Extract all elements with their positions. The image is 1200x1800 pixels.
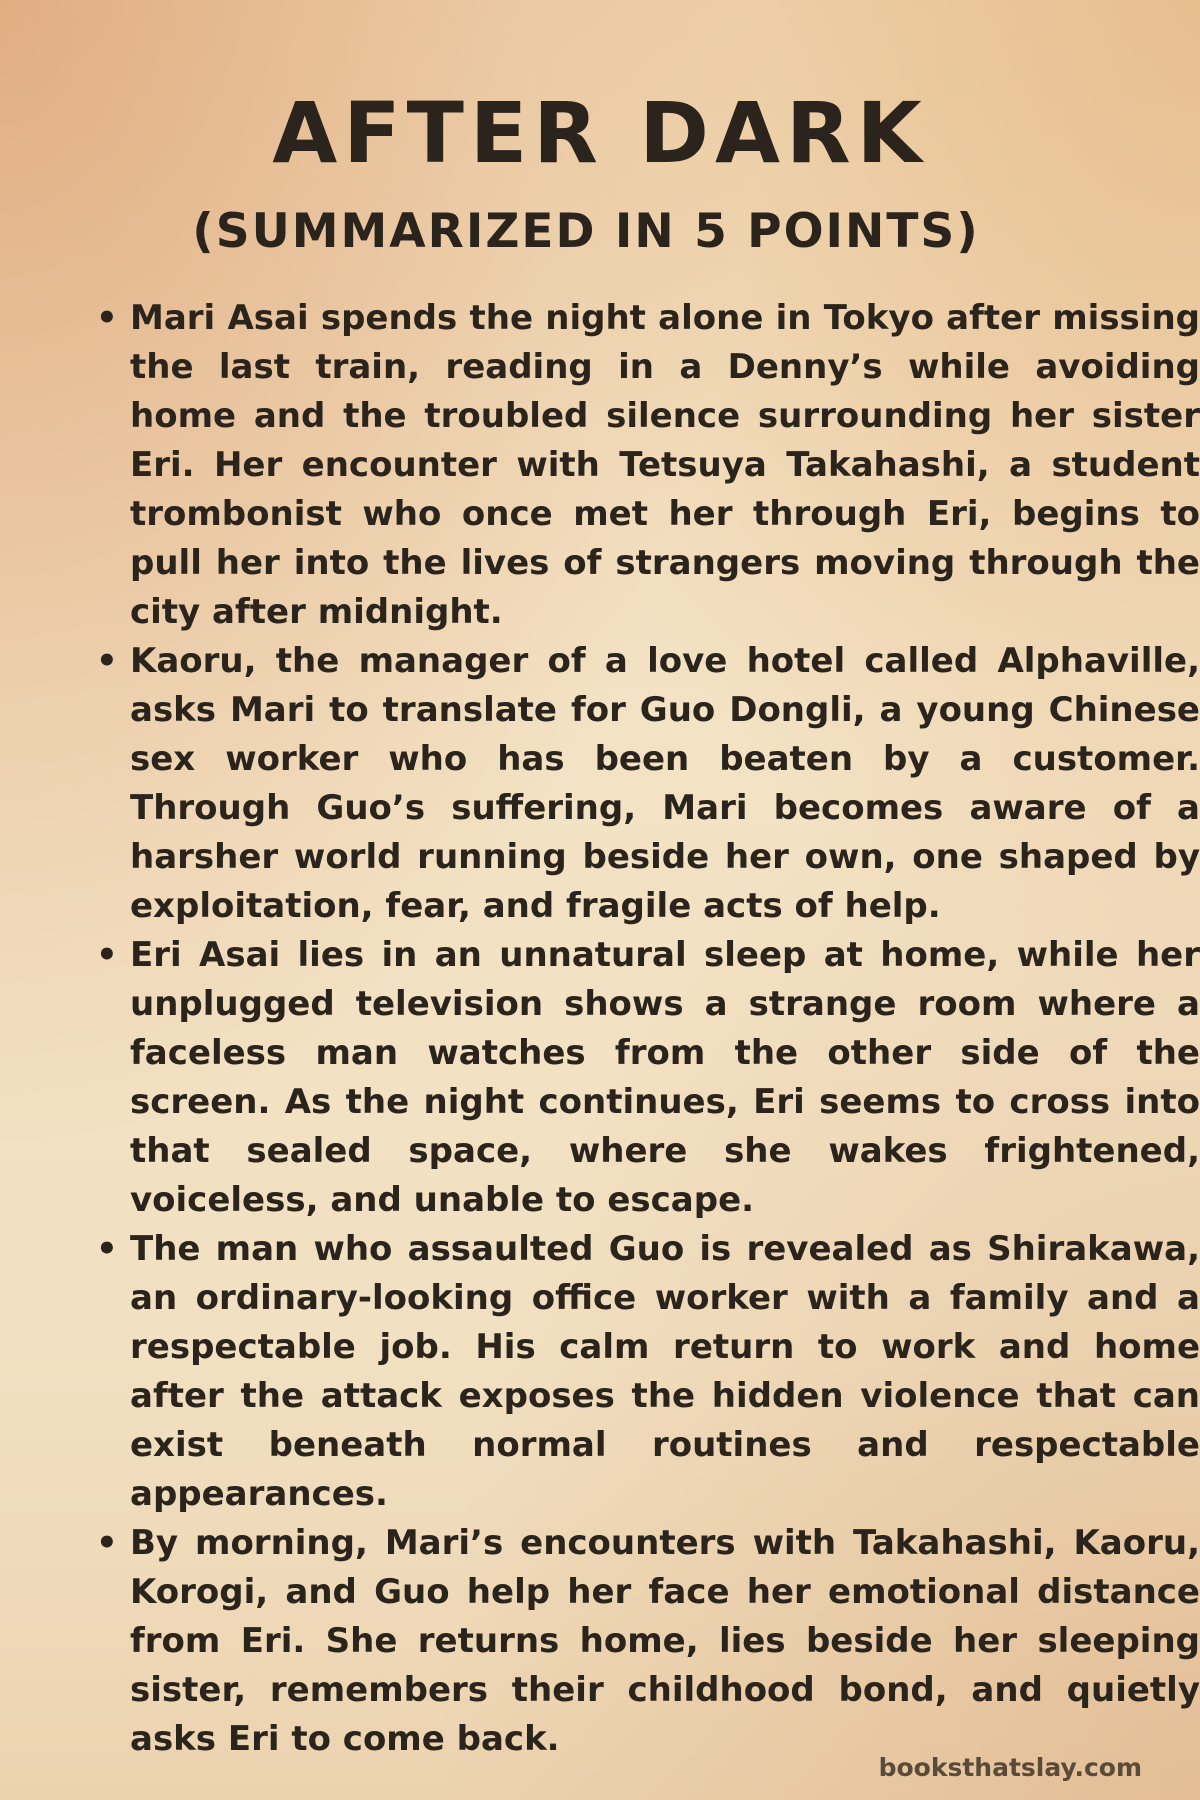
bullet-icon: • bbox=[96, 935, 118, 975]
source-watermark: booksthatslay.com bbox=[878, 1753, 1142, 1782]
bullet-icon: • bbox=[96, 1523, 118, 1563]
summary-points-list bbox=[60, 294, 1200, 1764]
summary-point-4 bbox=[96, 1225, 1200, 1519]
summary-point-text: By morning, Mari’s encounters with Takahashi, Kaoru, Korogi, and Guo help her face her emotional distance from Eri. She returns home, lies beside her sleeping sister, remembers their childhood bond, and quietly asks Eri to come back. bbox=[130, 1523, 1200, 1759]
summary-point-3 bbox=[96, 931, 1200, 1225]
page-title: AFTER DARK bbox=[272, 84, 928, 182]
summary-point-2 bbox=[96, 637, 1200, 931]
bullet-icon: • bbox=[96, 641, 118, 681]
summary-point-text: Kaoru, the manager of a love hotel called Alphaville, asks Mari to translate for Guo Dongli, a young Chinese sex worker who has been beaten by a customer. Through Guo’s suffering, Mari becomes aware of a harsher world running beside her own, one shaped by exploitation, fear, and fragile acts of help. bbox=[130, 641, 1200, 926]
page-subtitle: (SUMMARIZED IN 5 POINTS) bbox=[192, 204, 980, 259]
summary-point-text: Mari Asai spends the night alone in Tokyo after missing the last train, reading in a Denny’s while avoiding home and the troubled silence surrounding her sister Eri. Her encounter with Tetsuya Takahashi, a student trombonist who once met her through Eri, begins to pull her into the lives of strangers moving through the city after midnight. bbox=[130, 298, 1200, 632]
summary-point-text: The man who assaulted Guo is revealed as Shirakawa, an ordinary-looking office worker with a family and a respectable job. His calm return to work and home after the attack exposes the hidden violence that can exist beneath normal routines and respectable appearances. bbox=[130, 1229, 1200, 1514]
bullet-icon: • bbox=[96, 298, 118, 338]
summary-point-text: Eri Asai lies in an unnatural sleep at home, while her unplugged television shows a strange room where a faceless man watches from the other side of the screen. As the night continues, Eri seems to cross into that sealed space, where she wakes frightened, voiceless, and unable to escape. bbox=[130, 935, 1200, 1220]
summary-point-5 bbox=[96, 1519, 1200, 1764]
summary-point-1 bbox=[96, 294, 1200, 637]
bullet-icon: • bbox=[96, 1229, 118, 1269]
